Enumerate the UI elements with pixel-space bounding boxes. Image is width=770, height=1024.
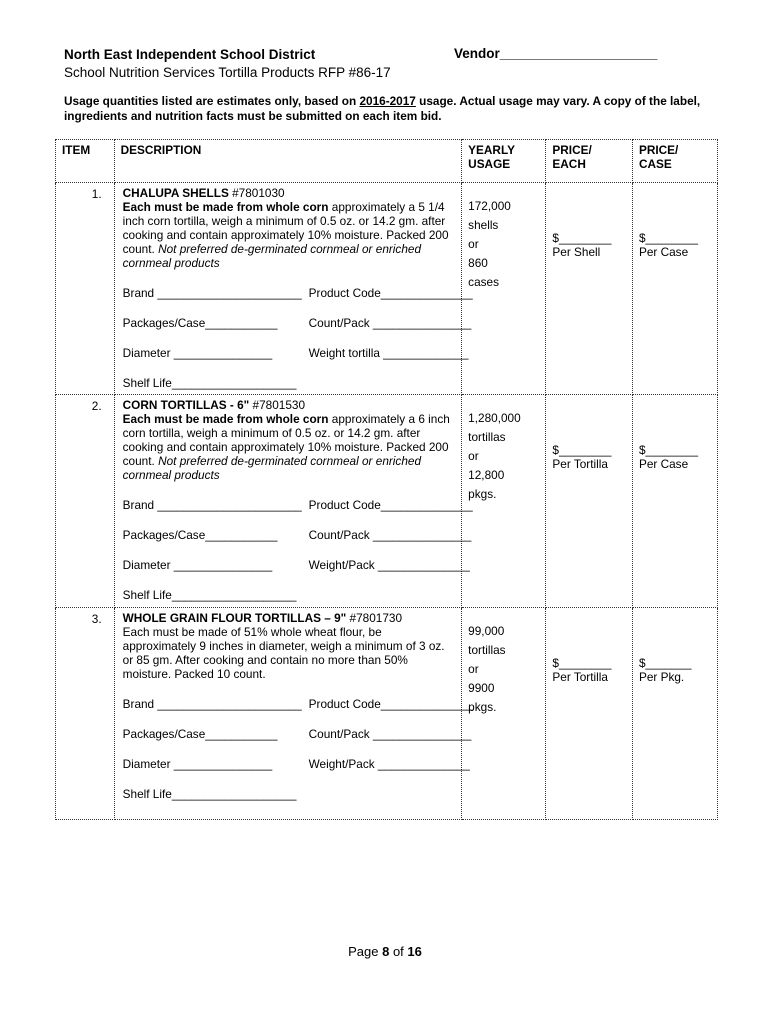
weight-field: Weight/Pack ______________ — [308, 757, 470, 771]
product-code-field: Product Code______________ — [308, 286, 473, 300]
brand-line — [122, 498, 473, 512]
brand-field: Brand ______________________ — [122, 697, 302, 711]
yearly-usage — [462, 183, 546, 395]
price-each-unit: Per Shell — [552, 245, 601, 259]
usage-line: 12,800 — [468, 468, 505, 482]
price-each-unit: Per Tortilla — [552, 670, 608, 684]
bid-table — [55, 139, 718, 820]
item-code: #7801530 — [249, 398, 306, 412]
shelf-life-field: Shelf Life___________________ — [122, 588, 297, 602]
item-description — [114, 183, 473, 395]
price-each-unit: Per Tortilla — [552, 457, 608, 471]
usage-line: pkgs. — [468, 700, 497, 714]
usage-line: or — [468, 237, 479, 251]
item-name: CHALUPA SHELLS — [122, 186, 229, 200]
item-spec-note: Not preferred de-germinated cornmeal or enriched cornmeal products — [122, 454, 422, 482]
diameter-line — [122, 558, 470, 572]
diameter-field: Diameter _______________ — [122, 757, 273, 771]
usage-spacer — [468, 183, 539, 197]
brand-line — [122, 286, 473, 300]
price-case-blank: $________ — [638, 231, 699, 245]
yearly-usage — [462, 395, 546, 608]
item-name: WHOLE GRAIN FLOUR TORTILLAS – 9" — [122, 611, 347, 625]
item-title — [123, 611, 454, 625]
item-number: 2. — [56, 395, 115, 608]
note-part2: usage. Actual usage may vary. A copy of the label, ingredients and nutrition facts must be submitted on each item bid. — [64, 94, 701, 123]
district-name: North East Independent School District — [64, 47, 316, 62]
price-each-blank: $________ — [552, 443, 612, 457]
item-spec-text: approximately a 5 1/4 inch corn tortilla, weigh a minimum of 0.5 oz. or 14.2 gm. after cooking and contain approximately 10% moisture. Packed 200 count. — [122, 200, 449, 256]
price-each-blank: $________ — [552, 656, 612, 670]
item-description — [114, 608, 473, 820]
usage-line: or — [468, 449, 479, 463]
yearly-usage — [462, 608, 546, 820]
usage-line: 172,000 — [468, 199, 511, 213]
footer-page-number: 8 — [382, 944, 390, 959]
price-spacer — [639, 183, 711, 231]
price-case — [632, 395, 717, 608]
item-code: #7801030 — [228, 186, 285, 200]
item-description — [114, 395, 473, 608]
usage-line: tortillas — [468, 430, 506, 444]
item-code: #7801730 — [346, 611, 403, 625]
price-spacer — [552, 183, 626, 231]
packages-line — [122, 727, 472, 741]
table-row — [56, 395, 718, 608]
usage-spacer — [468, 395, 539, 409]
header-item: ITEM — [56, 140, 115, 183]
table-header-row — [56, 140, 718, 183]
header-usage: YEARLY USAGE — [462, 140, 546, 183]
item-spec-lead: Each must be made from whole corn — [122, 412, 329, 426]
count-pack-field: Count/Pack _______________ — [308, 316, 472, 330]
diameter-line — [122, 346, 469, 360]
count-pack-field: Count/Pack _______________ — [308, 528, 472, 542]
brand-line — [122, 697, 473, 711]
usage-line: 860 — [468, 256, 488, 270]
diameter-field: Diameter _______________ — [122, 346, 273, 360]
usage-line: cases — [468, 275, 499, 289]
diameter-line — [122, 757, 470, 771]
shelf-life-field: Shelf Life___________________ — [122, 376, 297, 390]
item-name: CORN TORTILLAS - 6" — [122, 398, 250, 412]
price-each — [546, 183, 633, 395]
price-case-unit: Per Pkg. — [638, 670, 685, 684]
shelf-line — [123, 588, 454, 602]
price-case — [632, 183, 717, 395]
note-part1: Usage quantities listed are estimates only, based on — [64, 94, 360, 108]
table-row — [56, 608, 718, 820]
header-price-case: PRICE/ CASE — [632, 140, 717, 183]
usage-line: shells — [468, 218, 499, 232]
weight-field: Weight tortilla _____________ — [308, 346, 469, 360]
shelf-line — [123, 376, 454, 390]
price-case-blank: $________ — [638, 443, 699, 457]
price-case-unit: Per Case — [638, 457, 689, 471]
usage-spacer — [468, 608, 539, 622]
header-block — [64, 46, 391, 82]
price-each — [546, 608, 633, 820]
item-spec — [123, 412, 454, 482]
price-each — [546, 395, 633, 608]
packages-case-field: Packages/Case___________ — [122, 727, 278, 741]
shelf-life-field: Shelf Life___________________ — [122, 787, 297, 801]
shelf-line — [123, 787, 454, 801]
item-spec — [123, 200, 454, 270]
price-each-blank: $________ — [552, 231, 612, 245]
diameter-field: Diameter _______________ — [122, 558, 273, 572]
price-case — [632, 608, 717, 820]
price-spacer — [639, 608, 711, 656]
packages-line — [122, 316, 472, 330]
price-case-unit: Per Case — [638, 245, 689, 259]
item-spec-text: Each must be made of 51% whole wheat flour, be approximately 9 inches in diameter, weigh a minimum of 3 oz. or 85 gm. After cooking and contain no more than 50% moisture. Packed 10 count. — [122, 625, 445, 681]
packages-case-field: Packages/Case___________ — [122, 316, 278, 330]
price-spacer — [552, 395, 626, 443]
usage-line: pkgs. — [468, 487, 497, 501]
price-case-blank: $_______ — [638, 656, 692, 670]
price-spacer — [639, 395, 711, 443]
header-description: DESCRIPTION — [114, 140, 462, 183]
usage-line: 99,000 — [468, 624, 505, 638]
usage-line: 9900 — [468, 681, 495, 695]
brand-field: Brand ______________________ — [122, 498, 302, 512]
footer-of: of — [389, 944, 408, 959]
item-spec-note: Not preferred de-germinated cornmeal or enriched cornmeal products — [122, 242, 422, 270]
packages-case-field: Packages/Case___________ — [122, 528, 278, 542]
item-spec-text: approximately a 6 inch corn tortilla, weigh a minimum of 0.5 oz. or 14.2 gm. after cooking and contain approximately 10% moisture. Packed 200 count. — [122, 412, 450, 468]
weight-field: Weight/Pack ______________ — [308, 558, 470, 572]
footer-prefix: Page — [348, 944, 383, 959]
item-title — [123, 186, 454, 200]
usage-line: 1,280,000 — [468, 411, 521, 425]
item-number: 3. — [56, 608, 115, 820]
rfp-subtitle: School Nutrition Services Tortilla Products RFP #86-17 — [64, 65, 391, 80]
vendor-field: Vendor_____________________ — [454, 46, 658, 61]
price-spacer — [552, 608, 626, 656]
usage-note — [64, 94, 704, 124]
item-spec — [123, 625, 454, 681]
page-footer — [0, 944, 770, 959]
product-code-field: Product Code______________ — [308, 498, 473, 512]
brand-field: Brand ______________________ — [122, 286, 302, 300]
note-year: 2016-2017 — [359, 94, 416, 108]
footer-page-total: 16 — [407, 944, 422, 959]
header-price-each: PRICE/ EACH — [546, 140, 633, 183]
count-pack-field: Count/Pack _______________ — [308, 727, 472, 741]
item-number: 1. — [56, 183, 115, 395]
product-code-field: Product Code______________ — [308, 697, 473, 711]
usage-line: tortillas — [468, 643, 506, 657]
item-spec-lead: Each must be made from whole corn — [122, 200, 329, 214]
packages-line — [122, 528, 472, 542]
table-row — [56, 183, 718, 395]
usage-line: or — [468, 662, 479, 676]
item-title — [123, 398, 454, 412]
